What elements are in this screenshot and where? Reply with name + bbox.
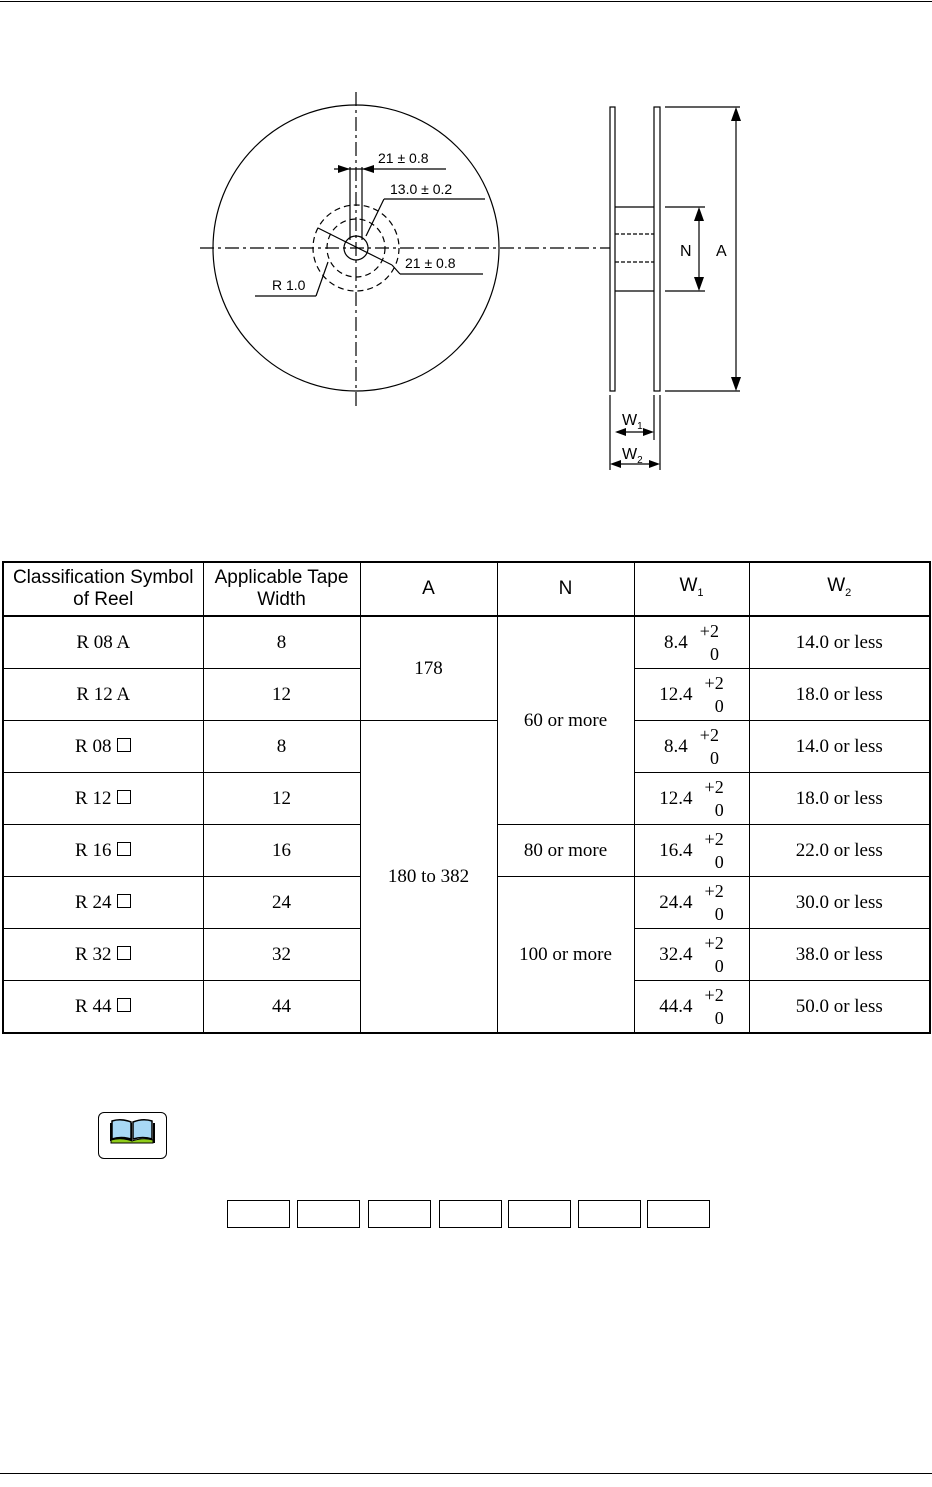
blank-box [508,1200,571,1228]
header-w1: $W_1$ [634,562,749,616]
cell-w1: 8.4 +2 0 [634,616,749,669]
cell-tape-width: 8 [203,721,360,773]
label-a: A [716,243,727,260]
header-tape-width: Applicable Tape Width [203,562,360,616]
cell-tape-width: 16 [203,825,360,877]
cell-w2: 14.0 or less [749,616,930,669]
cell-w1: 12.4 +2 0 [634,669,749,721]
cell-w1: 16.4 +2 0 [634,825,749,877]
placeholder-square-icon [117,998,131,1012]
label-w1: $W_1$ [622,412,643,432]
blank-box [439,1200,502,1228]
table-row [3,721,930,773]
cell-w1: 8.4 +2 0 [634,721,749,773]
cell-w2: 18.0 or less [749,669,930,721]
table-header [3,562,930,616]
cell-symbol: R 12 [3,773,203,825]
cell-symbol: R 08 A [3,616,203,669]
cell-a: 180 to 382 [360,721,497,1034]
cell-symbol: R 44 [3,981,203,1034]
cell-tape-width: 12 [203,669,360,721]
cell-symbol: R 16 [3,825,203,877]
dim-hub-diameter: 13.0 ± 0.2 [390,181,453,197]
cell-tape-width: 44 [203,981,360,1034]
table-row [3,616,930,669]
blank-box [297,1200,360,1228]
blank-box [227,1200,290,1228]
placeholder-square-icon [117,946,131,960]
reel-dimensions-table [2,561,931,1034]
cell-tape-width: 8 [203,616,360,669]
placeholder-square-icon [117,738,131,752]
placeholder-square-icon [117,894,131,908]
reel-diagram [0,0,932,480]
blank-box [368,1200,431,1228]
dim-slot-width: 21 ± 0.8 [378,150,429,166]
header-a: A [360,562,497,616]
label-n: N [680,243,692,260]
dim-slot-width-2: 21 ± 0.8 [405,255,456,271]
cell-n: 100 or more [497,877,634,1034]
header-classification: Classification Symbol of Reel [3,562,203,616]
cell-w1: 32.4 +2 0 [634,929,749,981]
blank-box [647,1200,710,1228]
cell-w2: 14.0 or less [749,721,930,773]
cell-tape-width: 32 [203,929,360,981]
header-w2: $W_2$ [749,562,930,616]
cell-a: 178 [360,616,497,721]
cell-tape-width: 24 [203,877,360,929]
cell-w2: 50.0 or less [749,981,930,1034]
cell-w2: 30.0 or less [749,877,930,929]
placeholder-square-icon [117,842,131,856]
cell-n: 80 or more [497,825,634,877]
dim-radius: R 1.0 [272,277,306,293]
label-w2: $W_2$ [622,446,643,466]
cell-w1: 44.4 +2 0 [634,981,749,1034]
cell-w2: 18.0 or less [749,773,930,825]
cell-symbol: R 24 [3,877,203,929]
blank-box [578,1200,641,1228]
cell-w2: 22.0 or less [749,825,930,877]
cell-symbol: R 32 [3,929,203,981]
cell-w2: 38.0 or less [749,929,930,981]
cell-tape-width: 12 [203,773,360,825]
cell-symbol: R 12 A [3,669,203,721]
reel-front-view [200,92,610,408]
cell-w1: 12.4 +2 0 [634,773,749,825]
placeholder-square-icon [117,790,131,804]
cell-symbol: R 08 [3,721,203,773]
reference-book-button[interactable] [98,1112,167,1159]
header-n: N [497,562,634,616]
book-icon [99,1113,166,1158]
cell-w1: 24.4 +2 0 [634,877,749,929]
cell-n: 60 or more [497,616,634,825]
bottom-rule [0,1473,932,1474]
